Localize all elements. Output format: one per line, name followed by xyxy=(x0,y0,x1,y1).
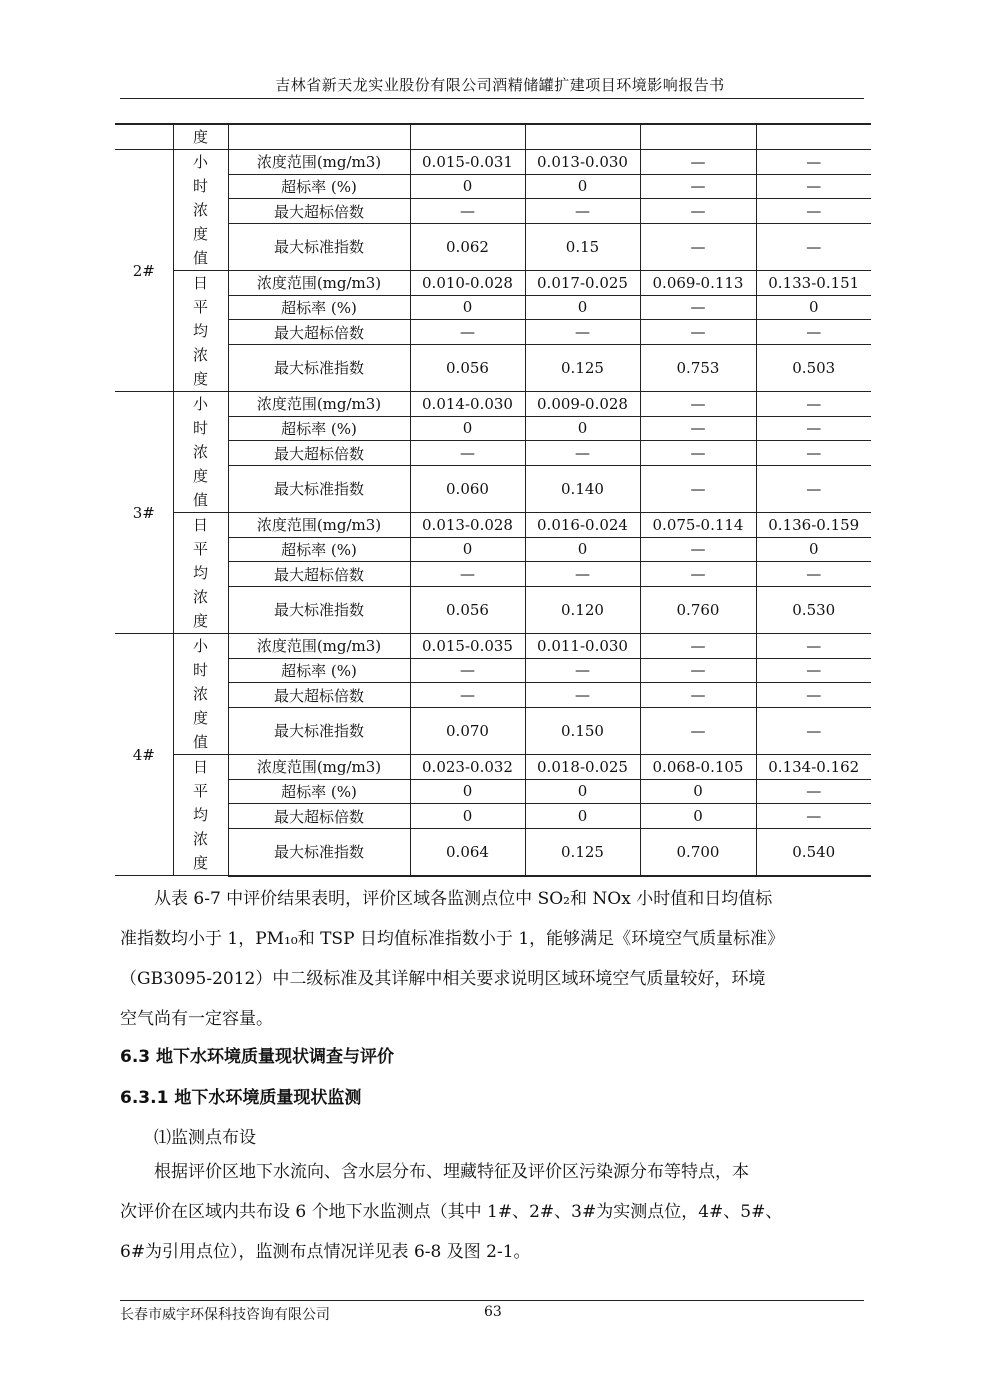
metric-value: 0.530 xyxy=(756,586,871,633)
metric-value: — xyxy=(756,174,871,199)
label-char: 均 xyxy=(192,322,208,340)
metric-value: — xyxy=(640,295,756,320)
metric-value: 0.700 xyxy=(640,828,756,875)
monitoring-point-label: 4# xyxy=(115,634,173,876)
metric-value: — xyxy=(756,683,871,708)
metric-value: 0.015-0.035 xyxy=(410,634,525,659)
label-char: 均 xyxy=(192,806,208,824)
metric-name: 浓度范围(mg/m3) xyxy=(228,634,410,659)
metric-value: 0.018-0.025 xyxy=(525,755,640,780)
empty-cell xyxy=(228,124,410,150)
label-char: 日 xyxy=(192,516,208,534)
footer-company: 长春市威宇环保科技咨询有限公司 xyxy=(120,1307,330,1323)
metric-value: — xyxy=(640,658,756,683)
paragraph-line: 6#为引用点位），监测布点情况详见表 6-8 及图 2-1。 xyxy=(120,1242,531,1262)
table-row xyxy=(115,658,871,683)
paragraph-line: 准指数均小于 1，PM₁₀和 TSP 日均值标准指数小于 1，能够满足《环境空气质量标准》 xyxy=(120,929,785,949)
metric-value: 0 xyxy=(640,779,756,804)
metric-name: 超标率 (%) xyxy=(228,295,410,320)
table-row xyxy=(115,441,871,466)
empty-cell xyxy=(410,124,525,150)
table-row xyxy=(115,271,871,296)
metric-value: — xyxy=(640,416,756,441)
metric-value: 0.017-0.025 xyxy=(525,271,640,296)
label-char: 时 xyxy=(192,419,208,437)
metric-value: — xyxy=(640,465,756,512)
metric-value: 0.503 xyxy=(756,344,871,391)
label-char: 时 xyxy=(192,661,208,679)
metric-value: — xyxy=(756,465,871,512)
label-char: 浓 xyxy=(192,443,208,461)
metric-value: 0.016-0.024 xyxy=(525,513,640,538)
metric-value: 0.150 xyxy=(525,707,640,754)
metric-value: 0.125 xyxy=(525,828,640,875)
metric-value: — xyxy=(756,392,871,417)
metric-value: — xyxy=(525,320,640,345)
table-row xyxy=(115,562,871,587)
label-char: 值 xyxy=(192,733,208,751)
conclusion-paragraph xyxy=(120,879,865,1039)
metric-value: — xyxy=(410,683,525,708)
metric-value: 0 xyxy=(525,779,640,804)
metric-value: — xyxy=(640,562,756,587)
metric-value: 0 xyxy=(525,174,640,199)
table-row xyxy=(115,537,871,562)
metric-value: — xyxy=(525,441,640,466)
metric-value: 0.056 xyxy=(410,586,525,633)
label-char: 值 xyxy=(192,491,208,509)
table-row xyxy=(115,416,871,441)
metric-value: 0 xyxy=(525,295,640,320)
metric-value: — xyxy=(640,223,756,270)
point-cell xyxy=(115,124,173,150)
label-char: 度 xyxy=(192,467,208,485)
metric-value: 0.136-0.159 xyxy=(756,513,871,538)
table-row xyxy=(115,804,871,829)
metric-value: — xyxy=(410,441,525,466)
metric-value: — xyxy=(640,707,756,754)
metric-value: — xyxy=(640,174,756,199)
paragraph-line: （GB3095-2012）中二级标准及其详解中相关要求说明区域环境空气质量较好，环境 xyxy=(120,969,766,989)
table-row xyxy=(115,392,871,417)
label-char: 平 xyxy=(192,782,208,800)
metric-value: 0 xyxy=(410,295,525,320)
paragraph-line: 次评价在区域内共布设 6 个地下水监测点（其中 1#、2#、3#为实测点位，4#、5#、 xyxy=(120,1202,783,1222)
metric-value: — xyxy=(756,707,871,754)
metric-value: 0 xyxy=(756,295,871,320)
metric-name: 最大标准指数 xyxy=(228,707,410,754)
paragraph-line: 空气尚有一定容量。 xyxy=(120,1009,273,1029)
metric-value: 0.075-0.114 xyxy=(640,513,756,538)
empty-cell xyxy=(756,124,871,150)
empty-cell xyxy=(525,124,640,150)
metric-value: 0.120 xyxy=(525,586,640,633)
metric-name: 超标率 (%) xyxy=(228,416,410,441)
label-char: 平 xyxy=(192,540,208,558)
label-char: 浓 xyxy=(192,830,208,848)
label-char: 均 xyxy=(192,564,208,582)
table-row xyxy=(115,150,871,175)
table-row xyxy=(115,124,871,150)
label-char: 度 xyxy=(192,612,208,630)
header-rule xyxy=(120,98,864,99)
label-char: 浓 xyxy=(192,201,208,219)
metric-name: 浓度范围(mg/m3) xyxy=(228,755,410,780)
metric-value: 0.013-0.030 xyxy=(525,150,640,175)
paragraph-line: 从表 6-7 中评价结果表明，评价区域各监测点位中 SO₂和 NOx 小时值和日均值标 xyxy=(154,889,773,909)
metric-value: 0.062 xyxy=(410,223,525,270)
metric-name: 超标率 (%) xyxy=(228,779,410,804)
metric-value: 0.140 xyxy=(525,465,640,512)
metric-value: — xyxy=(410,320,525,345)
table-row xyxy=(115,707,871,754)
table-row xyxy=(115,586,871,633)
table-row xyxy=(115,320,871,345)
metric-name: 最大超标倍数 xyxy=(228,199,410,224)
metric-value: 0 xyxy=(525,537,640,562)
label-char: 小 xyxy=(192,153,208,171)
metric-name: 浓度范围(mg/m3) xyxy=(228,271,410,296)
metric-value: 0.134-0.162 xyxy=(756,755,871,780)
metric-value: 0.014-0.030 xyxy=(410,392,525,417)
empty-cell xyxy=(640,124,756,150)
metric-value: 0.760 xyxy=(640,586,756,633)
paragraph-line: 根据评价区地下水流向、含水层分布、埋藏特征及评价区污染源分布等特点，本 xyxy=(154,1162,749,1182)
metric-value: 0 xyxy=(640,804,756,829)
metric-value: 0.013-0.028 xyxy=(410,513,525,538)
label-char: 日 xyxy=(192,758,208,776)
metric-value: 0.023-0.032 xyxy=(410,755,525,780)
metric-value: 0 xyxy=(410,779,525,804)
label-char: 浓 xyxy=(192,685,208,703)
metric-value: — xyxy=(525,562,640,587)
metric-name: 最大超标倍数 xyxy=(228,562,410,587)
averaging-period-label xyxy=(173,634,228,755)
metric-name: 最大标准指数 xyxy=(228,465,410,512)
metric-value: 0 xyxy=(410,537,525,562)
averaging-period-label xyxy=(173,392,228,513)
metric-value: — xyxy=(410,199,525,224)
metric-value: — xyxy=(525,199,640,224)
metric-name: 最大标准指数 xyxy=(228,223,410,270)
label-char: 小 xyxy=(192,637,208,655)
metric-value: 0 xyxy=(410,174,525,199)
metric-value: — xyxy=(640,537,756,562)
metric-value: — xyxy=(756,634,871,659)
metric-name: 超标率 (%) xyxy=(228,174,410,199)
label-char: 度 xyxy=(192,225,208,243)
metric-value: 0.015-0.031 xyxy=(410,150,525,175)
metric-value: — xyxy=(756,804,871,829)
group-label-fragment: 度 xyxy=(173,124,228,150)
metric-value: — xyxy=(525,658,640,683)
metric-name: 最大超标倍数 xyxy=(228,804,410,829)
averaging-period-label xyxy=(173,150,228,271)
metric-value: — xyxy=(640,683,756,708)
metric-value: 0.753 xyxy=(640,344,756,391)
metric-value: 0.540 xyxy=(756,828,871,875)
metric-value: 0.009-0.028 xyxy=(525,392,640,417)
metric-value: — xyxy=(756,150,871,175)
page-number: 63 xyxy=(484,1304,502,1320)
metric-value: — xyxy=(756,416,871,441)
table-row xyxy=(115,634,871,659)
table-row xyxy=(115,779,871,804)
label-char: 浓 xyxy=(192,346,208,364)
label-char: 度 xyxy=(192,854,208,872)
air-quality-table xyxy=(115,123,871,877)
metric-value: — xyxy=(756,779,871,804)
metric-value: — xyxy=(640,441,756,466)
metric-value: 0.064 xyxy=(410,828,525,875)
averaging-period-label xyxy=(173,271,228,392)
metric-value: 0 xyxy=(410,804,525,829)
table-row xyxy=(115,828,871,875)
metric-value: 0 xyxy=(410,416,525,441)
metric-value: — xyxy=(756,658,871,683)
metric-value: — xyxy=(756,320,871,345)
metric-name: 浓度范围(mg/m3) xyxy=(228,150,410,175)
table-row xyxy=(115,174,871,199)
metric-value: 0 xyxy=(756,537,871,562)
metric-value: 0.125 xyxy=(525,344,640,391)
metric-value: 0.070 xyxy=(410,707,525,754)
metric-name: 浓度范围(mg/m3) xyxy=(228,392,410,417)
monitoring-point-label: 3# xyxy=(115,392,173,634)
table-row xyxy=(115,465,871,512)
metric-value: — xyxy=(640,150,756,175)
metric-name: 超标率 (%) xyxy=(228,658,410,683)
table-row xyxy=(115,295,871,320)
table-row xyxy=(115,755,871,780)
metric-name: 最大标准指数 xyxy=(228,344,410,391)
metric-value: 0 xyxy=(525,804,640,829)
metric-value: — xyxy=(640,392,756,417)
metric-name: 最大标准指数 xyxy=(228,828,410,875)
section-heading: 6.3 地下水环境质量现状调查与评价 xyxy=(120,1047,395,1067)
page-header-title: 吉林省新天龙实业股份有限公司酒精储罐扩建项目环境影响报告书 xyxy=(275,76,725,94)
table-row xyxy=(115,344,871,391)
metric-name: 最大超标倍数 xyxy=(228,441,410,466)
metric-name: 最大标准指数 xyxy=(228,586,410,633)
metric-value: — xyxy=(410,658,525,683)
metric-value: — xyxy=(756,562,871,587)
table-row xyxy=(115,513,871,538)
metric-value: — xyxy=(410,562,525,587)
label-char: 时 xyxy=(192,177,208,195)
averaging-period-label xyxy=(173,513,228,634)
metric-value: 0.069-0.113 xyxy=(640,271,756,296)
label-char: 小 xyxy=(192,395,208,413)
subheading-monitoring-points: ⑴监测点布设 xyxy=(154,1128,256,1148)
label-char: 值 xyxy=(192,249,208,267)
label-char: 平 xyxy=(192,298,208,316)
table-row xyxy=(115,683,871,708)
subsection-heading: 6.3.1 地下水环境质量现状监测 xyxy=(120,1088,362,1108)
label-char: 度 xyxy=(192,370,208,388)
footer-rule xyxy=(120,1300,864,1301)
metric-value: 0 xyxy=(525,416,640,441)
metric-value: 0.011-0.030 xyxy=(525,634,640,659)
metric-value: 0.060 xyxy=(410,465,525,512)
metric-name: 超标率 (%) xyxy=(228,537,410,562)
label-char: 浓 xyxy=(192,588,208,606)
metric-value: — xyxy=(756,199,871,224)
metric-value: — xyxy=(640,320,756,345)
monitoring-paragraph xyxy=(120,1152,865,1272)
metric-value: — xyxy=(756,223,871,270)
metric-value: — xyxy=(640,634,756,659)
metric-value: 0.133-0.151 xyxy=(756,271,871,296)
label-char: 日 xyxy=(192,274,208,292)
metric-value: — xyxy=(756,441,871,466)
averaging-period-label xyxy=(173,755,228,876)
table-row xyxy=(115,223,871,270)
metric-value: — xyxy=(640,199,756,224)
metric-name: 最大超标倍数 xyxy=(228,320,410,345)
table-row xyxy=(115,199,871,224)
metric-name: 最大超标倍数 xyxy=(228,683,410,708)
metric-name: 浓度范围(mg/m3) xyxy=(228,513,410,538)
label-char: 度 xyxy=(192,709,208,727)
metric-value: 0.056 xyxy=(410,344,525,391)
metric-value: 0.15 xyxy=(525,223,640,270)
monitoring-point-label: 2# xyxy=(115,150,173,392)
metric-value: — xyxy=(525,683,640,708)
metric-value: 0.068-0.105 xyxy=(640,755,756,780)
metric-value: 0.010-0.028 xyxy=(410,271,525,296)
